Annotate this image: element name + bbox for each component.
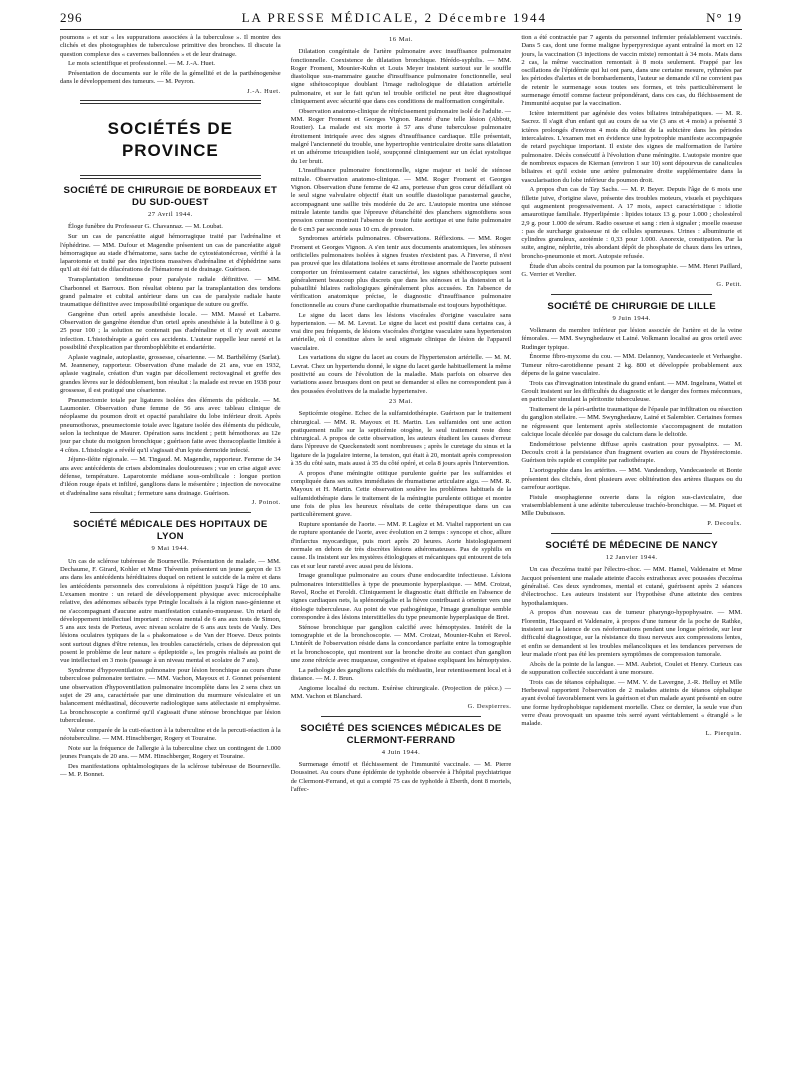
paragraph: A propos d'un nouveau cas de tumeur pharyngo-hypophysaire. — MM. Florentin, Hacquard et Valdenaire, à propos d'une tumeur de la poche de Rathke, insistent sur la latence de ces néoformations pendant une longue période, sur leur difficulté diagnostique, sur la résistance du tissu nerveux aux compressions lentes, et enfin se demandent si les troubles mélancoliques et les tendances perverses de leur malade n'ont pas été les premiers symptômes de compression tumorale. [521,609,743,658]
session-date: 16 Mai. [389,36,414,43]
paragraph: Jéjuno-iléite régionale. — M. Tingaud. M. Magendie, rapporteur. Femme de 34 ans avec antécédents de crises abdominales douloureuses ; vue en crise aiguë avec défense, température. Laparotomie médiane sous-ombilicale : longue portion d'iléon rouge épais et infiltré, ganglions dans le mésentère ; injection de novocaïne et d'adrénaline sans résultat ; fermeture sans drainage. Guérison. [60,456,281,497]
columns [60,34,742,1074]
session-date: 9 Juin 1944. [612,314,651,322]
paragraph: Septicémie otogène. Echec de la sulfamidothérapie. Guérison par le traitement chirurgical. — MM. R. Mayoux et H. Martin. Les sulfamides ont une action pratiquement nulle sur la septicémie otogène, le seul traitement reste donc chirurgical. A propos de cette observation, les auteurs étudient les causes d'erreur dans l'épreuve de Queckenstedt sont nombreuses ; après le curetage du sinus et la ligature de la jugulaire interne, la tension, qui était à 20, montait après compression à 35 du côté sain, mais aussi à 35 du côté opéré, et cela 8 jours après l'intervention. [290,410,512,468]
paragraph: Éloge funèbre du Professeur G. Chavannaz. — M. Loubat. [68,223,223,231]
page-header [60,10,742,30]
paragraph: Volkmann du membre inférieur par lésion associée de l'artère et de la veine fémorales. — MM. Swynghedauw et Lainé. Volkmann localisé au gros orteil avec Rudinger typique. [521,326,743,351]
paragraph: Valeur comparée de la cuti-réaction à la tuberculine et de la percuti-réaction à la néotuberculine. — MM. Hinschberger, Rogery et Touraine. [60,726,281,742]
divider [80,175,261,179]
society-title: SOCIÉTÉ DE CHIRURGIE DE LILLE [547,300,716,312]
signature: J. Poinot. [251,499,281,507]
society-title: SOCIÉTÉ DE MÉDECINE DE NANCY [545,540,718,552]
paragraph: Transplantation tendineuse pour paralysie radiale définitive. — MM. Charbonnel et Barroux. Bon résultat obtenu par la transplantation des tendons grand palmaire et cubital antérieur dans un cas de paralysie radiale haute traumatique définitive avec impossibilité organique de suture ou greffe. [60,276,281,309]
paragraph: Rupture spontanée de l'aorte. — MM. P. Lagèze et M. Vialtel rapportent un cas de rupture spontanée de l'aorte, avec évolution en 2 temps : syncope et choc, allure d'infarctus myocardique, puis mort après 20 heures. Aorte histologiquement normale en dehors de très discrètes lésions athéromateuses. Pas de syphilis en cause. Ils insistent sur les mystères étiologiques et mécaniques qui entourent de tels cas et sur leur rareté avec aussi peu de lésions. [290,521,512,570]
paragraph: Abcès de la pointe de la langue. — MM. Aubriot, Coulet et Henry. Curieux cas de suppuration collectée succédant à une morsure. [521,660,743,676]
paragraph: Syndromes artériels pulmonaires. Observations. Réflexions. — MM. Roger Froment et Georges Vignon. A s'en tenir aux documents anatomiques, les sténoses orificielles pulmonaires isolées à signes frustes n'existent pas. A l'inverse, il n'est pas prouvé que les dilatations isolées et sans étroitesse anormale de l'aorte puissent comporter un frémissement cataire caractérisé, les signes sthéthoscopiques sont généralement beaucoup plus discrets que dans les sténoses et la distension et la pulsatilité hilaires radiologiques généralement plus accusées. En l'absence de vérification anatomique précise, le diagnostic d'insuffisance pulmonaire fonctionnelle au cours d'une cardiopathie rhumatismale est toujours hypothétique. [290,235,512,309]
paragraph: Angiome localisé du rectum. Exérèse chirurgicale. (Projection de pièce.) — MM. Vachon et Blanchard. [290,684,512,701]
paragraph: Surmenage émotif et fléchissement de l'immunité vaccinale. — M. Pierre Doussinet. Au cours d'une épidémie de typhoïde observée à l'hôpital psychiatrique de Clermont-Ferrand, et qui a compté 75 cas de typhoïde à Eberth, dont 8 mortels, l'affec- [290,761,512,794]
signature: L. Pierquin. [705,729,743,737]
paragraph: Présentation de documents sur le rôle de la gémellité et de la parthénogenèse dans le développement des tumeurs. — M. Peyron. [60,70,281,86]
paragraph: poumons » et sur « les suppurations associées à la tuberculose ». Il montre des clichés et des photographies de tuberculose primitive des bronches. Il discute la question complexe des « cavernes ballonnées » et de leur drainage. [60,34,281,58]
paragraph: Aplasie vaginale, autoplastie, grossesse, césarienne. — M. Barthélémy (Sarlat). M. Jeanneney, rapporteur. Observation d'une malade de 21 ans, vue en 1932, aplasie vaginale, création d'un vagin par décollement rectovaginal et greffe des grandes lèvres sur le dédoublement, bon résultat : la malade est revue en 1938 pour grossesse, il est pratiqué une césarienne. [60,353,281,395]
society-title: SOCIÉTÉ MÉDICALE DES HOPITAUX DE LYON [73,519,268,543]
signature: J.-A. Huet. [247,88,281,96]
session-date: 12 Janvier 1944. [605,554,658,562]
divider [90,512,251,513]
paragraph: Dilatation congénitale de l'artère pulmonaire avec insuffisance pulmonaire fonctionnelle. Coexistence de dilatation bronchique. Hérédo-syphilis. — MM. Roger Froment, Mounier-Kuhn et Louis Meyer insistent surtout sur le souffle diastolique sus-mammaire gauche d'insuffisance pulmonaire fonctionnelle, seul signe sthétoscopique doublant l'image radiologique de dilatation artérielle pulmonaire, et sur le fait qu'un tel trouble orificiel ne peut être diagnostiqué cliniquement avec sécurité que dans ces conditions de malformation congénitale. [290,48,512,106]
society-title: SOCIÉTÉ DE CHIRURGIE DE BORDEAUX ET DU SUD-OUEST [63,185,278,209]
paragraph: Gangrène d'un orteil après anesthésie locale. — MM. Massé et Labarre. Observation de gangrène étendue d'un orteil après anesthésie à la butelline à 0 g. 25 pour 100 ; la solution ne contenait pas d'adrénaline et il n'y avait aucune infection. L'histothérapie a guéri ces accidents. L'auteur rappelle leur rareté et la possibilité d'explication par thrombophlébite et endartérite. [60,310,281,352]
paragraph: L'insuffisance pulmonaire fonctionnelle, signe majeur et isolé de sténose mitrale. Observation anatomo-clinique. — MM. Roger Froment et Georges Vignon. Observation d'une femme de 42 ans, porteuse d'un gros cœur défaillant où le seul signe valvulaire objectif était un souffle diastolique parasternal gauche, accompagnant une saillie très modérée du 2e arc. L'autopsie montra une sténose mitrale latente tandis que l'épreuve d'étanchéité des planchers sigmoïdiens sous pression connue montrait l'absence de toute fuite aortique et une fuite pulmonaire de 6 cm3 par seconde sous 10 cm. de pression. [290,167,512,233]
session-date: 23 Mai. [389,397,414,405]
signature: P. Decoulx. [707,519,743,527]
paragraph: Étude d'un abcès central du poumon par la tomographie. — MM. Henri Paillard, G. Verrier et Verdier. [521,262,743,278]
signature: G. Despierres. [467,702,512,710]
paragraph: Énorme fibro-myxome du cou. — MM. Delannoy, Vandecasteele et Verhaeghe. Tumeur rétro-carotidienne pesant 2 kg. 800 et développée probablement aux dépens de la gaine vasculaire. [521,353,743,377]
divider [321,716,482,717]
paragraph: Note sur la fréquence de l'allergie à la tuberculine chez un contingent de 1.000 jeunes Français de 20 ans. — MM. Hinschberger, Rogery et Touraine. [60,744,281,761]
paragraph: Le mois scientifique et professionnel. — M. J.-A. Huet. [68,60,216,68]
divider [80,100,261,104]
page-number: 296 [60,10,83,25]
paragraph: Observation anatomo-clinique de rétrécissement pulmonaire isolé de l'adulte. — MM. Roger Froment et Georges Vignon. Rareté d'une telle lésion (Abbott, Routier). La malade est six morte à 57 ans d'une tuberculose pulmonaire étroitement intriquée avec des signes d'insuffisance cardiaque. Elle présentait, malgré l'ancienneté du trouble, une hypertrophie ventriculaire droite sans dilatation et un athérome tricuspidien isolé, soupçonné cliniquement sur un éclat systolique du 1er bruit. [290,107,512,165]
column-1 [60,34,281,1074]
issue-number: N° 19 [706,10,742,25]
column-3 [521,34,742,1074]
paragraph: Sur un cas de pancréatite aiguë hémorragique traité par l'adrénaline et l'éphédrine. — MM. Dufour et Magendie présentent un cas de pancréatite aiguë hémorragique au stade d'hématome, sans tache de cytostéatonécrose, vérifié à la laparotomie et traité par des injections massives d'adrénaline et d'éphédrine sans qu'il ait été fait de dilacérations de l'hématome ni de drainage. Guérison. [60,233,281,274]
paragraph: Trois cas de tétanos céphalique. — MM. V. de Lavergne, J.-R. Helluy et Mlle Herbeuval rapportent l'observation de 2 malades atteints de tétanos céphalique ayant évolué favorablement vers la guérison et d'un malade ayant présenté en outre une forme hydrophobique rapidement mortelle. Chez ce dernier, la seule vue d'un verre d'eau provoquait un spasme très serré ayant véritablement « étranglé » le malade. [521,678,743,728]
signature: G. Petit. [716,280,743,288]
session-date: 27 Avril 1944. [147,211,193,219]
session-date: 9 Mai 1944. [151,545,190,553]
paragraph: Traitement de la péri-arthrite traumatique de l'épaule par infiltration ou résection du ganglion stellaire. — MM. Swynghedauw, Lainé et Salembier. Certaines formes ne régressent que lentement après stellectomie s'accompagnent de mutation calcique locale décelée par dosage du calcium dans le deltoïde. [521,406,743,439]
paragraph: Sténose bronchique par ganglion calcifié avec hémoptysies. Intérêt de la tomographie et de la bronchoscopie. — MM. Croizat, Mounier-Kuhn et Revol. L'intérêt de l'observation réside dans la concordance parfaite entre la tomographie et la bronchoscopie, qui montrent sur la bronche droite au contact d'un ganglion une zone rétrécie avec muqueuse, congestive et épaisse expliquant les hémoptysies. [290,623,512,664]
society-title: SOCIÉTÉ DES SCIENCES MÉDICALES DE CLERMONT-FERRAND [300,722,502,746]
paragraph: A propos d'un cas de Tay Sachs. — M. P. Beyer. Depuis l'âge de 6 mois une fillette juive, d'origine slave, présente des troubles moteurs, visuels et psychiques qui augmentent progressivement. A 17 mois, aspect caractéristique : idiotie amaurotique familiale. Hyperlipémie : lipides totaux 13 g. pour 1.000 ; cholestérol 2,9 g. pour 1.000 de sérum. Radio osseuse et sang : rien à signaler ; moelle osseuse : pas de surcharge graisseuse ni de cellules spumeuses. Urines : albuminurie et cylindres granuleux, azotémie : 0,33 pour 1.000. Anorexie, constipation. Par la suite, angine, néphrite, très abondant dépôt de phosphate de chaux dans les urines, broncho-pneumonie et mort. Autopsie refusée. [521,186,743,260]
paragraph: L'aortographie dans les artérites. — MM. Vandendorp, Vandecasteele et Bonte présentent des clichés, dont plusieurs avec oblitération des artères iliaques ou du carrefour aortique. [521,467,743,491]
paragraph: Le signe du lacet dans les lésions viscérales d'origine vasculaire sans hypertension. — M. M. Levrat. Le signe du lacet est positif dans certains cas, à vrai dire peu fréquents, de lésions viscérales d'origine vasculaire sans hypertension artérielle, où il constitue alors le seul stigmate clinique de lésion de l'appareil vasculaire. [290,311,512,352]
session-date: 4 Juin 1944. [381,748,421,756]
paragraph: A propos d'une méningite otitique purulente guérie par les sulfamides et compliquée dans ses suites immédiates de rhumatisme articulaire aigu. — MM. R. Mayoux et H. Martin. Cette observation soulève les problèmes habituels de la sulfamidothérapie dans le traitement de la méningite purulente otitique et montre une fois de plus les heureux résultats de cette thérapeutique dans un cas particulièrement grave. [290,469,512,519]
paragraph: Endométriose pelvienne diffuse après castration pour pyosalpinx. — M. Decoulx croit à la persistance d'un fragment ovarien au cours de l'hystérectomie. Guérison très rapide et complète par radiothérapie. [521,440,743,465]
paragraph: Un cas de sclérose tubéreuse de Bourneville. Présentation de malade. — MM. Dechaume, F. Girard, Kohler et Mme Thévenin présentent un jeune garçon de 13 ans dans les antécédents héréditaires duquel on retient le suicide de la mère et dans les antécédents personnels des convulsions à répétition jusqu'à l'âge de 10 ans. L'examen montre : un retard de développement physique avec microcéphalie relative, des adénomes sébacés type Pringle localisés à la région naso-génienne et ne s'accompagnant d'aucune autre manifestation cutanéo-muqueuse. Un retard de développement intellectuel important : niveau mental de 6 ans aux tests de Simon, 5 ans aux tests de Porteus, avec niveau scolaire de 6 ans aux tests de Vauly. Des lésions oculaires typiques de la « phakomatose » de Van der Hoeve. Deux points sont surtout dignes d'être retenus, les troubles caractériels, crises de dépression qui posent le problème de leur nature « épileptoïde », les progrès réalisés au point de vue intellectuel en 3 mois (passage à un niveau mental et scolaire de 7 ans). [60,557,281,665]
paragraph: Ictère intermittent par agénésie des voies biliaires intrahépatiques. — M. R. Sacrez. Il s'agit d'un enfant qui au cours de sa vie (3 ans et 4 mois) a présenté 3 ictères prolongés d'environ 4 mois du début de la subictère dans les périodes intercalaires. L'examen met en évidence une hypotrophie manifeste accompagnée de retard psychique important. Il existe des signes de malformation de l'artère pulmonaire. Décès consécutif à l'évolution d'une méningite. L'autopsie montre que de nombreux espaces de Kiernan (environ 1 sur 10) sont dépourvus de canalicules biliaires et qu'il existe une artère pulmonaire droite supplémentaire dans la vascularisation du lobe inférieur du poumon droit. [521,110,743,184]
paragraph: Un cas d'eczéma traité par l'électro-choc. — MM. Hamel, Valdenaire et Mme Jacquot présentent une malade atteinte d'accès extrathorax avec poussées d'eczéma généralisé. Ces deux syndromes, mental et cutané, guérissent après 2 séances d'électrochoc. Les auteurs insistent sur l'hypothèse d'une atteinte des centres hypothalamiques. [521,566,743,607]
divider [551,533,712,534]
paragraph: Des manifestations ophtalmologiques de la sclérose tubéreuse de Bourneville. — M. P. Bonnet. [60,762,281,779]
divider [551,294,712,295]
section-heading: SOCIÉTÉS DE PROVINCE [107,119,233,160]
paragraph: Pneumectomie totale par ligatures isolées des éléments du pédicule. — M. Laumonier. Observation d'une femme de 56 ans avec tableau clinique de néoplasme du poumon droit et opacité parahilaire du lobe inférieur droit. Après pneumothorax, pneumectomie totale avec ligature isolée des éléments du pédicule, selon la technique de Maurer. Opération sans incident ; petit hémothorax au 12e jour par chute du moignon bronchique ; guérison faite avec thoracoplastie limitée à 4 côtes. L'histologie a révélé qu'il s'agissait d'un kyste dermoïde infecté. [60,396,281,454]
journal-title: LA PRESSE MÉDICALE, 2 Décembre 1944 [241,10,548,25]
paragraph: Syndrome d'hypoventilation pulmonaire pour lésion bronchique au cours d'une tuberculose pulmonaire tertiaire. — MM. Vachon, Mayoux et J. Gonnet présentent une observation d'hypoventilation pulmonaire incomplète dans les 2 sens chez un sujet de 29 ans, caractérisée par une diminution du murmure vésiculaire et un balancement médiastinal, découverte radiologique sans atélectasie ni emphysème. La bronchoscopie a confirmé qu'il s'agissait d'une sténose bronchique par lésion tuberculeuse. [60,667,281,724]
paragraph: tion a été contractée par 7 agents du personnel infirmier préalablement vaccinés. Dans 5 cas, dont une forme maligne hyperpyrexique ayant entraîné la mort en 12 jours, la vaccination (3 injections de vaccin mixte) remontait à 34 mois. Mais dans 2 cas, la même vaccination remontait à 8 mois seulement. Frappé par les oscillations de l'épidémie qui lui ont paru, dans une certaine mesure, rythmées par les périodes d'alertes et de bombardements, l'auteur se demande s'il ne convient pas de retenir le surmenage sous toutes ses formes, et très particulièrement le surmenage émotif comme facteur prépondérant, dans ces cas, du fléchissement de l'immunité acquise par la vaccination. [521,34,743,108]
column-2 [291,34,512,1074]
paragraph: Image granulique pulmonaire au cours d'une endocardite infectieuse. Lésions pulmonaires interstitielles à type de pneumonie hyperplasique. — MM. Croizat, Revol, Roche et Feroldi. Cliniquement le diagnostic était difficile en l'absence de signes cardiaques nets, la splénomégalie et la fièvre contribuant à orienter vers une étiologie tuberculeuse. Au point de vue pathogénique, l'image granulique semble correspondre à des lésions interstitielles du type pneumonie hyperplasique de Bret. [290,572,512,621]
paragraph: Trois cas d'invagination intestinale du grand enfant. — MM. Ingelrans, Wattel et Groult insistent sur les difficultés du diagnostic et le danger des formes méconnues, en particulier simulant la péritonite tuberculeuse. [521,379,743,404]
paragraph: Les variations du signe du lacet au cours de l'hypertension artérielle. — M. M. Levrat. Chez un hypertendu donné, le signe du lacet garde habituellement la même positivité au cours de l'évolution de la maladie. Mais parfois on observe des variations assez brusques dont on peut se demander si elles ne correspondent pas à des poussées évolutives de la maladie hypertensive. [290,354,512,395]
paragraph: Fistule œsophagienne ouverte dans la région sus-claviculaire, due vraisemblablement à une adénite tuberculeuse trachéo-bronchique. — M. Piquet et Mlle Dubuisson. [521,493,743,518]
paragraph: La pathologie des ganglions calcifiés du médiastin, leur retentissement local et à distance. — M. J. Brun. [290,666,512,682]
